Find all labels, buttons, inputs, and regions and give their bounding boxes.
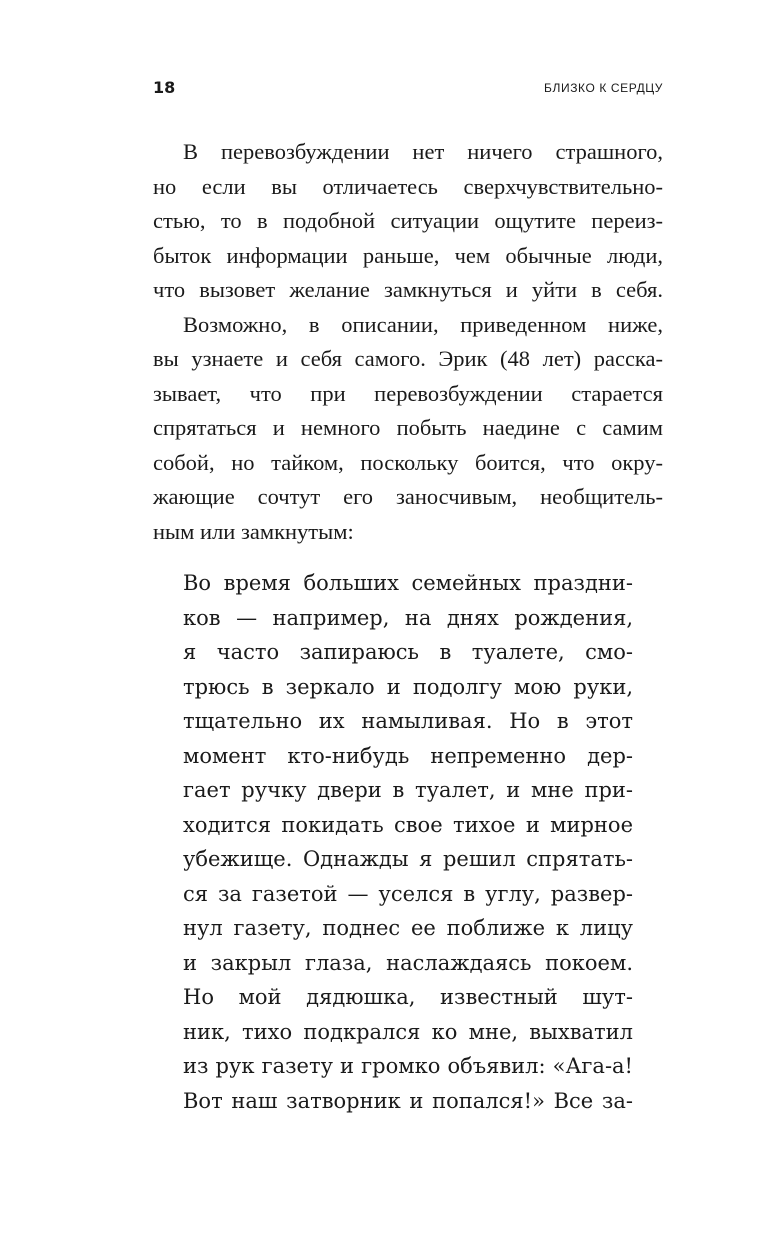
quote-line: Вот наш затворник и попался!» Все за- bbox=[183, 1088, 633, 1113]
quote-line: и закрыл глаза, наслаждаясь покоем. bbox=[183, 950, 633, 975]
text-line: ным или замкнутым: bbox=[153, 518, 354, 544]
text-line: стью, то в подобной ситуации ощутите переиз- bbox=[153, 208, 663, 233]
block-quote bbox=[183, 566, 633, 1118]
page-number: 18 bbox=[153, 78, 176, 97]
quote-line: ся за газетой — уселся в углу, развер- bbox=[183, 881, 633, 906]
quote-line: нул газету, поднес ее поближе к лицу bbox=[183, 916, 633, 940]
paragraph-2 bbox=[153, 308, 663, 550]
quote-line: ник, тихо подкрался ко мне, выхватил bbox=[183, 1019, 633, 1044]
text-line: быток информации раньше, чем обычные люди, bbox=[153, 242, 663, 268]
text-line: но если вы отличаетесь сверхчувствительно- bbox=[153, 173, 663, 199]
quote-line: трюсь в зеркало и подолгу мою руки, bbox=[183, 674, 633, 699]
text-line: жающие сочтут его заносчивым, необщитель- bbox=[153, 484, 663, 509]
quote-line: гает ручку двери в туалет, и мне при- bbox=[183, 778, 633, 802]
text-line: спрятаться и немного побыть наедине с самим bbox=[153, 415, 663, 440]
quote-line: ков — например, на днях рождения, bbox=[183, 605, 633, 630]
text-line: Возможно, в описании, приведенном ниже, bbox=[183, 311, 663, 337]
text-line: собой, но тайком, поскольку боится, что окру- bbox=[153, 449, 663, 475]
text-line: что вызовет желание замкнуться и уйти в себя. bbox=[153, 277, 663, 302]
text-line: В перевозбуждении нет ничего страшного, bbox=[183, 139, 663, 164]
paragraph-1 bbox=[153, 135, 663, 308]
page-header bbox=[153, 78, 663, 102]
text-line: вы узнаете и себя самого. Эрик (48 лет) расска- bbox=[153, 346, 663, 371]
quote-line: момент кто-нибудь непременно дер- bbox=[183, 743, 633, 768]
quote-line: ходится покидать свое тихое и мирное bbox=[183, 812, 633, 837]
quote-paragraph bbox=[183, 566, 633, 1118]
body-text bbox=[153, 135, 663, 549]
quote-line: тщательно их намыливая. Но в этот bbox=[183, 709, 633, 733]
quote-line: Во время больших семейных праздни- bbox=[183, 571, 633, 595]
text-line: зывает, что при перевозбуждении старается bbox=[153, 380, 663, 406]
quote-line: Но мой дядюшка, известный шут- bbox=[183, 985, 633, 1009]
quote-line: из рук газету и громко объявил: «Ага-а! bbox=[183, 1054, 633, 1078]
running-title: БЛИЗКО К СЕРДЦУ bbox=[544, 81, 663, 95]
quote-line: убежище. Однажды я решил спрятать- bbox=[183, 847, 633, 871]
quote-line: я часто запираюсь в туалете, смо- bbox=[183, 640, 633, 664]
